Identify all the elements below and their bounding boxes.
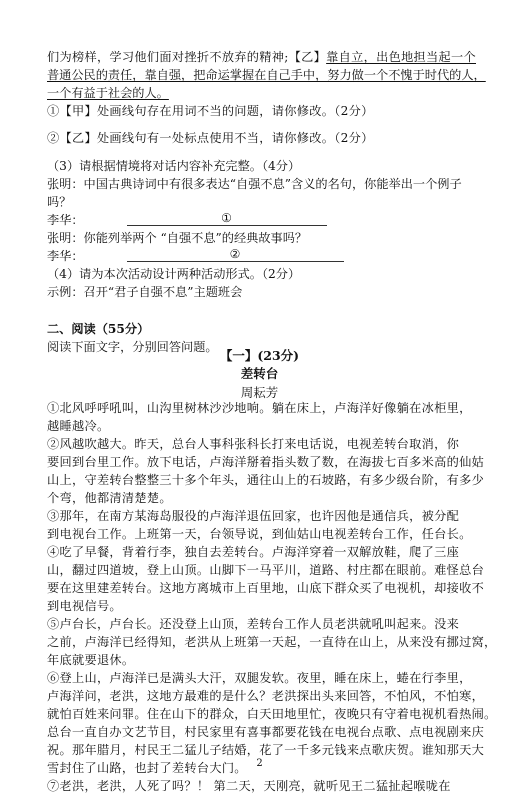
example-line: 示例：召开“君子自强不息”主题班会 (47, 285, 243, 299)
article-line: 山上，守差转台整整三十多个年头，通往山上的石坡路，有多少级台阶，有多少 (47, 473, 485, 487)
article-line: ②风越吹越大。昨天，总台人事科张科长打来电话说，电视差转台取消，你 (47, 437, 460, 451)
part-heading: 【一】(23分) (219, 348, 300, 363)
underlined-sentence: 一个有益于社会的人。 (47, 86, 169, 100)
article-line: 总台一直自办文艺节目，村民家里有喜事都要花钱在电视台点歌、点电视剧来庆 (47, 725, 485, 739)
question-1: ①【甲】处画线句存在用词不当的问题，请你修改。（2分） (47, 104, 374, 118)
article-title: 差转台 (240, 366, 279, 381)
article-line: 之前，卢海洋已经得知，老洪从上班第一天起，一直待在山上，从来没有挪过窝， (47, 635, 497, 649)
dialogue-line: 吗？ (47, 195, 72, 209)
question-2: ②【乙】处画线句有一处标点使用不当，请你修改。（2分） (47, 131, 374, 145)
article-line: 雪封住了山路，也封了差转台大门。 (47, 761, 247, 775)
article-line: 就怕百姓来问罪。住在山下的群众，白天田地里忙，夜晚只有守着电视机看热闹。 (47, 707, 497, 721)
dialogue-line: 张明：中国古典诗词中有很多表达“自强不息”含义的名句，你能举出一个例子 (47, 177, 462, 191)
article-line: 越睡越冷。 (47, 419, 110, 433)
answer-blank-1[interactable] (127, 213, 327, 226)
question-4-heading: （4）请为本次活动设计两种活动形式。（2分） (47, 267, 301, 281)
speaker-label: 李华： (47, 213, 84, 227)
blank-marker: ② (229, 247, 241, 261)
article-line: 祝。那年腊月，村民王二猛儿子结婚，花了一千多元钱来点歌庆贺。谁知那天大 (47, 743, 485, 757)
article-line: ④吃了早餐，背着行李，独自去差转台。卢海洋穿着一双解放鞋，爬了三座 (47, 545, 460, 559)
question-3-heading: （3）请根据情境将对话内容补充完整。（4分） (47, 159, 301, 173)
article-line: 要回到台里工作。放下电话，卢海洋掰着指头数了数，在海拔七百多米高的仙姑 (47, 455, 485, 469)
article-line: 年底就要退休。 (47, 653, 135, 667)
article-line: 到电视信号。 (47, 599, 122, 613)
article-line: ⑥登上山，卢海洋已是满头大汗，双腿发软。夜里，睡在床上，蜷在行李里， (47, 671, 472, 685)
instruction: 阅读下面文字，分别回答问题。 (47, 340, 218, 354)
article-line: ⑦老洪，老洪，人死了吗？！ 第二天，天刚亮，就听见王二猛扯起喉咙在 (47, 779, 451, 793)
underlined-sentence: 普通公民的责任，靠自强，把命运掌握在自己手中，努力做一个不愧于时代的人， (47, 68, 486, 82)
article-line: ⑤卢台长，卢台长。还没登上山顶，差转台工作人员老洪就吼叫起来。没来 (47, 617, 460, 631)
dialogue-line (47, 213, 327, 228)
dialogue-line: 张明：你能列举两个 “自强不息”的经典故事吗？ (47, 231, 308, 245)
section-heading: 二、阅读（55分） (47, 322, 150, 336)
article-line: 到电视台工作。上班第一天，台领导说，到仙姑山电视差转台工作，任台长。 (47, 527, 472, 541)
article-line: ③那年，在南方某海岛服役的卢海洋退伍回家，也许因他是通信兵，被分配 (47, 509, 460, 523)
text-run: 们为榜样，学习他们面对挫折不放弃的精神;【乙】 (47, 50, 327, 64)
underlined-sentence: 靠自立，出色地担当起一个 (326, 50, 476, 64)
article-line: 山，翻过四道坡，登上山顶。山脚下一马平川，道路、村庄都在眼前。难怪总台 (47, 563, 485, 577)
article-line: ①北风呼呼吼叫，山沟里树林沙沙地响。躺在床上，卢海洋好像躺在冰柜里， (47, 401, 472, 415)
article-author: 周耘芳 (240, 385, 279, 400)
speaker-label: 李华： (47, 249, 84, 263)
text-line (47, 50, 476, 65)
article-line: 卢海洋问，老洪，这地方最难的是什么？老洪探出头来回答，不怕风，不怕寒， (47, 689, 485, 703)
article-line: 个弯，他都清清楚楚。 (47, 491, 172, 505)
article-line: 要在这里建差转台。这地方离城市上百里地，山底下群众买了电视机，却接收不 (47, 581, 485, 595)
page-number: 2 (256, 758, 263, 769)
answer-blank-2[interactable] (127, 249, 344, 262)
dialogue-line (47, 249, 344, 264)
blank-marker: ① (221, 211, 232, 225)
